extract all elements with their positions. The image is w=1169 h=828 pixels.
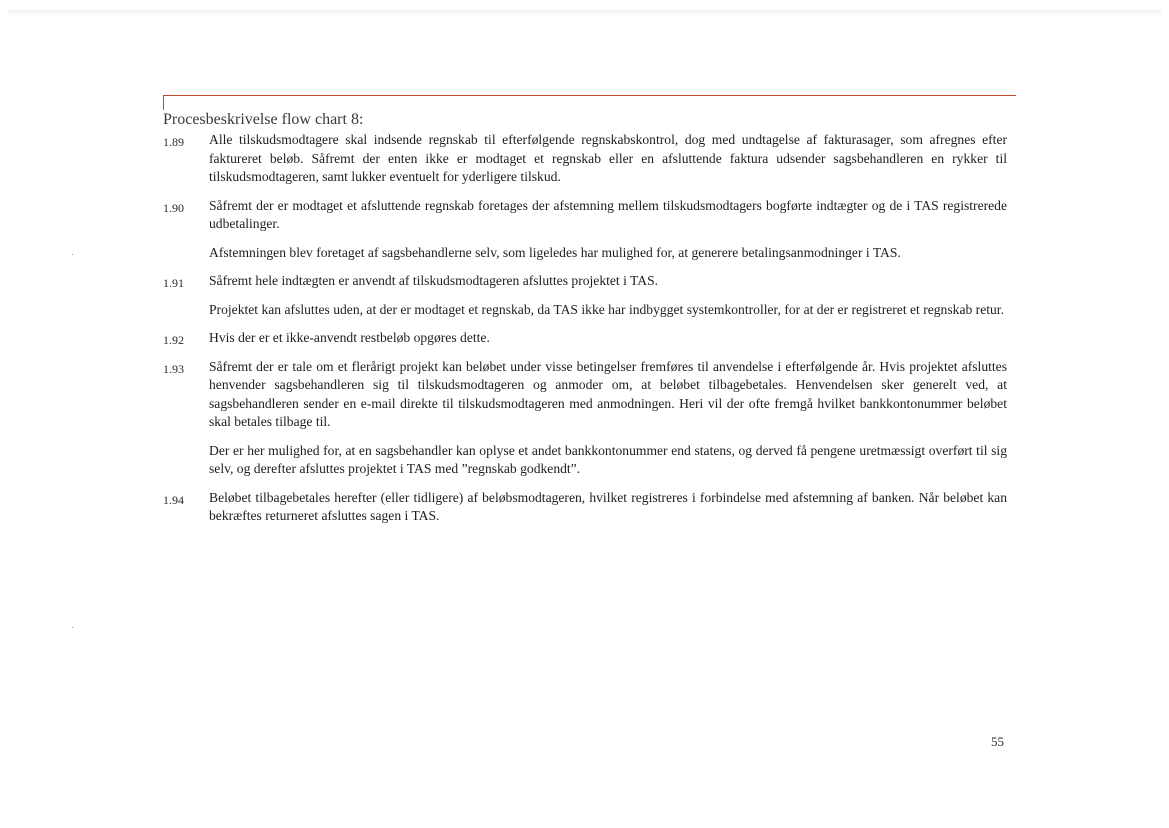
paragraph-1-93-continued bbox=[163, 442, 1007, 479]
paragraph-number: 1.93 bbox=[163, 361, 184, 376]
paragraph-1-91-continued bbox=[163, 301, 1007, 320]
paragraph-1-90 bbox=[163, 197, 1007, 234]
paragraph-text: Afstemningen blev foretaget af sagsbehandlerne selv, som ligeledes har mulighed for, at generere betalingsanmodninger i TAS. bbox=[209, 244, 901, 260]
paragraph-text: Såfremt der er modtaget et afsluttende regnskab foretages der afstemning mellem tilskudsmodtagers bogførte indtægter og de i TAS registrerede udbetalinger. bbox=[209, 197, 1007, 231]
paragraph-text: Beløbet tilbagebetales herefter (eller tidligere) af beløbsmodtageren, hvilket registreres i forbindelse med afstemning af banken. Når beløbet kan bekræftes returneret afsluttes sagen i TAS. bbox=[209, 489, 1007, 523]
paragraph-1-90-continued bbox=[163, 244, 1007, 263]
paragraph-number: 1.92 bbox=[163, 333, 184, 347]
paragraph-text: Hvis der er et ikke-anvendt restbeløb opgøres dette. bbox=[209, 330, 490, 345]
header-rule bbox=[163, 95, 1016, 96]
paragraph-1-91 bbox=[163, 272, 1007, 291]
paragraph-1-93 bbox=[163, 358, 1007, 432]
paragraph-number: 1.91 bbox=[163, 276, 184, 290]
scan-speck bbox=[72, 254, 73, 255]
paragraph-number: 1.90 bbox=[163, 200, 184, 215]
page-number: 55 bbox=[991, 734, 1004, 749]
paragraph-number: 1.94 bbox=[163, 492, 184, 507]
paragraph-list bbox=[163, 131, 1007, 536]
section-heading: Procesbeskrivelse flow chart 8: bbox=[163, 111, 364, 128]
paragraph-1-94 bbox=[163, 489, 1007, 526]
header-rule-tick bbox=[163, 95, 164, 110]
paragraph-1-92 bbox=[163, 329, 1007, 348]
paragraph-number: 1.89 bbox=[163, 135, 184, 149]
scan-top-edge bbox=[8, 10, 1161, 16]
paragraph-text: Alle tilskudsmodtagere skal indsende regnskab til efterfølgende regnskabskontrol, dog med undtagelse af fakturasager, som afregnes efter faktureret beløb. Såfremt der enten ikke er modtaget et regnskab eller en afsluttende faktura udsender sagsbehandleren en rykker til tilskudsmodtageren, samt lukker eventuelt for yderligere tilskud. bbox=[209, 132, 1007, 184]
paragraph-text: Såfremt hele indtægten er anvendt af tilskudsmodtageren afsluttes projektet i TAS. bbox=[209, 273, 659, 288]
paragraph-1-89 bbox=[163, 131, 1007, 187]
scan-speck bbox=[72, 627, 73, 628]
paragraph-text: Såfremt der er tale om et flerårigt projekt kan beløbet under visse betingelser fremføres til anvendelse i efterfølgende år. Hvis projektet afsluttes henvender sagsbehandleren sig til tilskudsmodtageren og anmoder om, at beløbet tilbagebetales. Henvendelsen sker generelt ved, at sagsbehandleren sender en e-mail direkte til tilskudsmodtageren med anmodningen. Heri vil der ofte fremgå hvilket bankkontonummer beløbet skal betales tilbage til. bbox=[209, 358, 1007, 429]
paragraph-text: Der er her mulighed for, at en sagsbehandler kan oplyse et andet bankkontonummer end statens, og derved få pengene uretmæssigt overført til sig selv, og derefter afsluttes projektet i TAS med ”regnskab godkendt”. bbox=[209, 442, 1007, 476]
paragraph-text: Projektet kan afsluttes uden, at der er modtaget et regnskab, da TAS ikke har indbygget systemkontroller, for at der er registreret et regnskab retur. bbox=[209, 301, 1004, 317]
